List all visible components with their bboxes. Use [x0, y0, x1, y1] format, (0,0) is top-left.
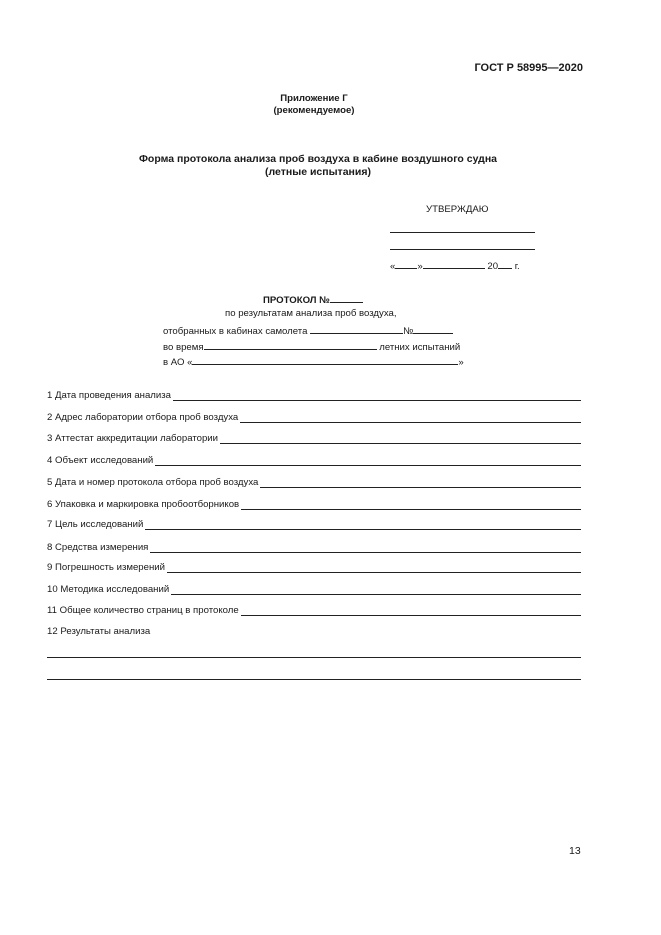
form-item: [47, 584, 581, 595]
form-item-label: 3 Аттестат аккредитации лаборатории: [47, 433, 219, 444]
form-item: [47, 412, 581, 423]
month-blank[interactable]: [423, 259, 485, 269]
company-blank[interactable]: [192, 355, 458, 365]
form-item-label: 9 Погрешность измерений: [47, 562, 165, 573]
fill-line[interactable]: [167, 563, 581, 573]
fill-line[interactable]: [150, 543, 581, 553]
company-close-quote: »: [458, 357, 464, 368]
year-suffix: г.: [514, 261, 520, 272]
approval-date: [390, 259, 520, 272]
form-item: [47, 477, 581, 488]
date-close-quote: »: [417, 261, 423, 272]
appendix-subtitle: (рекомендуемое): [273, 105, 355, 116]
year-prefix: 20: [487, 261, 499, 272]
approval-label: УТВЕРЖДАЮ: [426, 204, 489, 215]
form-item: [47, 433, 581, 444]
form-item-label: 11 Общее количество страниц в протоколе: [47, 605, 239, 616]
fill-line[interactable]: [173, 391, 581, 401]
appendix-title: Приложение Г: [280, 93, 348, 104]
protocol-title: [263, 293, 363, 306]
form-item: [47, 455, 581, 466]
form-item-label: 10 Методика исследований: [47, 584, 170, 595]
fill-line[interactable]: [145, 520, 581, 530]
tests-label: во время: [163, 342, 204, 353]
form-item-label: 2 Адрес лаборатории отбора проб воздуха: [47, 412, 239, 423]
protocol-line-3: [163, 340, 460, 353]
protocol-number-blank[interactable]: [330, 293, 363, 303]
form-item-label: 6 Упаковка и маркировка пробоотборников: [47, 499, 240, 510]
year-blank[interactable]: [498, 259, 512, 269]
form-item-results: 12 Результаты анализа: [47, 626, 151, 637]
form-item-label: 4 Объект исследований: [47, 455, 154, 466]
fill-line[interactable]: [220, 434, 581, 444]
aircraft-blank[interactable]: [310, 324, 403, 334]
tests-suffix: летних испытаний: [379, 342, 461, 353]
standard-number: ГОСТ Р 58995—2020: [474, 62, 583, 74]
fill-line[interactable]: [241, 500, 581, 510]
tests-blank[interactable]: [204, 340, 377, 350]
form-item: [47, 390, 581, 401]
company-label: в АО «: [163, 357, 193, 368]
form-item: [47, 562, 581, 573]
form-item-label: 8 Средства измерения: [47, 542, 149, 553]
protocol-line-4: [163, 355, 464, 368]
form-item: [47, 499, 581, 510]
results-line[interactable]: [47, 679, 581, 680]
fill-line[interactable]: [241, 606, 581, 616]
page-number: 13: [569, 845, 581, 857]
form-item-label: 1 Дата проведения анализа: [47, 390, 172, 401]
day-blank[interactable]: [395, 259, 417, 269]
aircraft-number-label: №: [403, 326, 414, 337]
form-item-label: 5 Дата и номер протокола отбора проб воздуха: [47, 477, 259, 488]
fill-line[interactable]: [260, 478, 581, 488]
aircraft-number-blank[interactable]: [413, 324, 453, 334]
aircraft-label: отобранных в кабинах самолета: [163, 326, 308, 337]
form-item: [47, 542, 581, 553]
fill-line[interactable]: [240, 413, 581, 423]
fill-line[interactable]: [155, 456, 581, 466]
protocol-line-1: по результатам анализа проб воздуха,: [225, 308, 397, 319]
form-item: [47, 605, 581, 616]
name-line[interactable]: [390, 249, 535, 250]
form-title: Форма протокола анализа проб воздуха в кабине воздушного судна: [138, 153, 498, 165]
date-open-quote: «: [390, 261, 396, 272]
protocol-line-2: [163, 324, 453, 337]
signature-line[interactable]: [390, 232, 535, 233]
form-subtitle: (летные испытания): [265, 166, 371, 178]
form-item-label: 7 Цель исследований: [47, 519, 144, 530]
fill-line[interactable]: [171, 585, 581, 595]
protocol-title-text: ПРОТОКОЛ №: [263, 295, 330, 306]
form-item: [47, 519, 581, 530]
results-line[interactable]: [47, 657, 581, 658]
